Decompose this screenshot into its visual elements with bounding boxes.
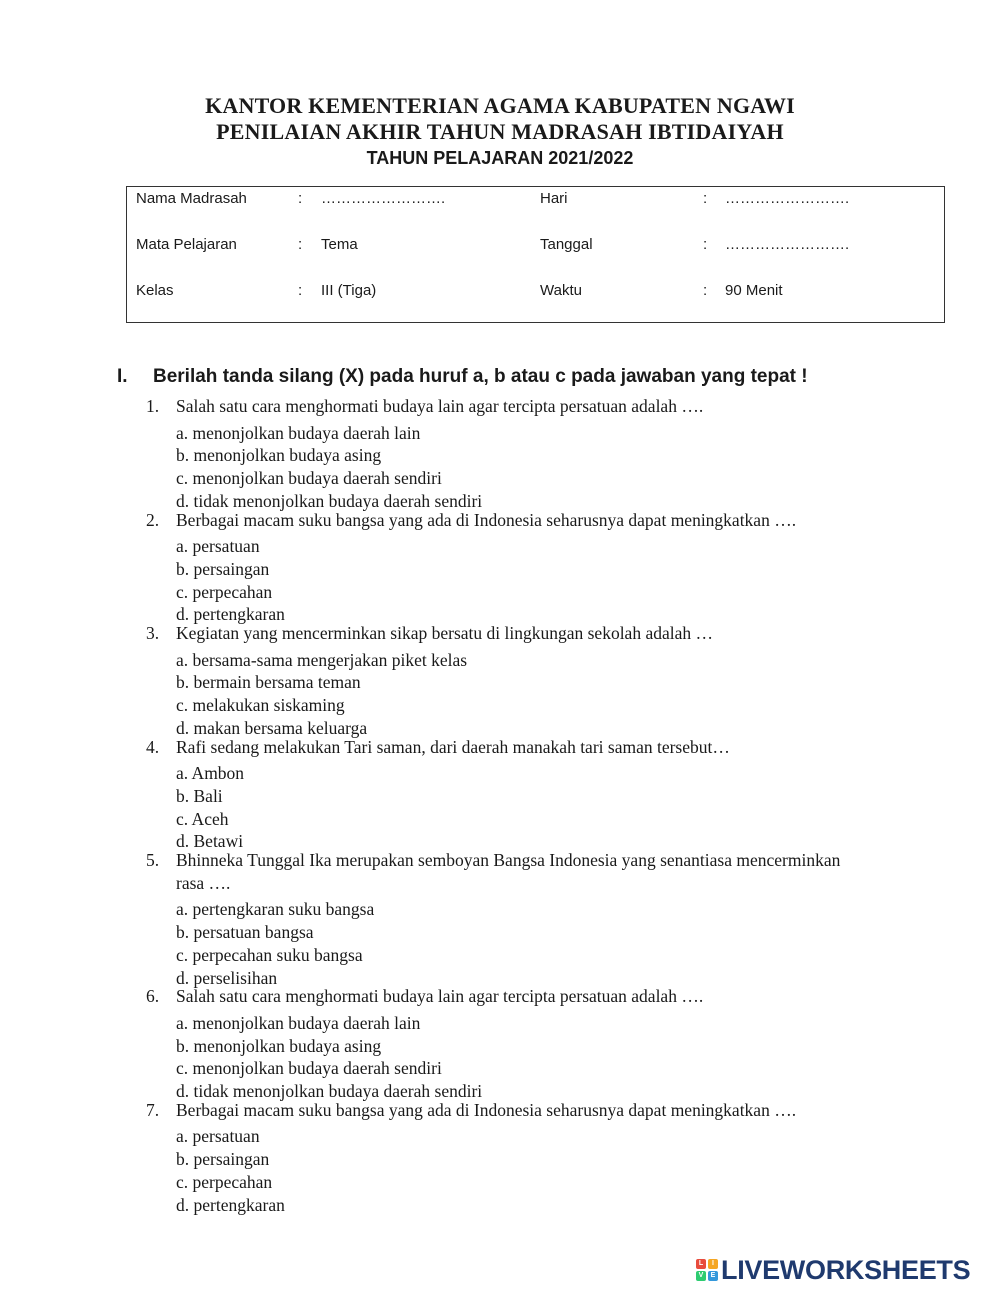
- answer-option[interactable]: b. bermain bersama teman: [176, 672, 361, 693]
- liveworksheets-logo: [696, 1254, 970, 1286]
- question-text: rasa ….: [176, 872, 231, 893]
- answer-option[interactable]: c. perpecahan: [176, 1171, 273, 1192]
- colon: :: [298, 236, 303, 253]
- logo-square: V: [696, 1271, 706, 1281]
- question-number: 4.: [146, 736, 160, 757]
- answer-option[interactable]: b. persatuan bangsa: [176, 922, 314, 943]
- value-waktu: 90 Menit: [725, 282, 783, 299]
- colon: :: [703, 190, 708, 207]
- colon: :: [703, 236, 708, 253]
- answer-option[interactable]: b. persaingan: [176, 558, 270, 579]
- info-row-mapel: [127, 236, 944, 256]
- answer-option[interactable]: a. bersama-sama mengerjakan piket kelas: [176, 649, 468, 670]
- label-tanggal: Tanggal: [540, 236, 593, 253]
- question-number: 1.: [146, 396, 160, 416]
- label-mata-pelajaran: Mata Pelajaran: [136, 236, 237, 253]
- label-kelas: Kelas: [136, 282, 174, 299]
- question-text: Kegiatan yang mencerminkan sikap bersatu di lingkungan sekolah adalah …: [176, 623, 713, 643]
- value-kelas: III (Tiga): [321, 282, 377, 299]
- answer-option[interactable]: c. perpecahan: [176, 581, 273, 602]
- question-number: 7.: [146, 1099, 160, 1120]
- answer-option[interactable]: c. melakukan siskaming: [176, 695, 345, 716]
- instruction-text: Berilah tanda silang (X) pada huruf a, b atau c pada jawaban yang tepat !: [153, 366, 808, 387]
- value-nama-madrasah[interactable]: …………………….: [321, 190, 446, 207]
- answer-option[interactable]: d. pertengkaran: [176, 604, 285, 625]
- answer-option[interactable]: a. pertengkaran suku bangsa: [176, 899, 375, 920]
- answer-option[interactable]: b. menonjolkan budaya asing: [176, 445, 382, 466]
- question-text: Berbagai macam suku bangsa yang ada di Indonesia seharusnya dapat meningkatkan ….: [176, 1099, 797, 1120]
- question-text: Bhinneka Tunggal Ika merupakan semboyan Bangsa Indonesia yang senantiasa mencerminkan: [176, 850, 841, 870]
- section-number: I.: [117, 366, 128, 387]
- colon: :: [298, 190, 303, 207]
- question-text: Berbagai macam suku bangsa yang ada di Indonesia seharusnya dapat meningkatkan ….: [176, 509, 797, 530]
- label-waktu: Waktu: [540, 282, 582, 299]
- answer-option[interactable]: c. Aceh: [176, 808, 229, 829]
- logo-square: L: [696, 1259, 706, 1269]
- value-mata-pelajaran: Tema: [321, 236, 358, 253]
- answer-option[interactable]: b. menonjolkan budaya asing: [176, 1035, 382, 1056]
- answer-option[interactable]: c. perpecahan suku bangsa: [176, 944, 363, 965]
- logo-square: I: [708, 1259, 718, 1269]
- answer-option[interactable]: d. tidak menonjolkan budaya daerah sendiri: [176, 1081, 483, 1101]
- header-title-exam: PENILAIAN AKHIR TAHUN MADRASAH IBTIDAIYAH: [216, 119, 784, 144]
- label-nama-madrasah: Nama Madrasah: [136, 190, 247, 207]
- logo-square: E: [708, 1271, 718, 1281]
- answer-option[interactable]: d. makan bersama keluarga: [176, 717, 368, 738]
- question-number: 3.: [146, 623, 160, 643]
- answer-option[interactable]: a. persatuan: [176, 536, 260, 557]
- brand-name: LIVEWORKSHEETS: [721, 1254, 971, 1285]
- question-text: Salah satu cara menghormati budaya lain agar tercipta persatuan adalah ….: [176, 396, 704, 416]
- answer-option[interactable]: d. Betawi: [176, 831, 244, 852]
- answer-option[interactable]: a. menonjolkan budaya daerah lain: [176, 422, 421, 443]
- colon: :: [703, 282, 708, 299]
- value-tanggal[interactable]: …………………….: [725, 236, 850, 253]
- answer-option[interactable]: a. menonjolkan budaya daerah lain: [176, 1012, 421, 1033]
- colon: :: [298, 282, 303, 299]
- question-number: 5.: [146, 850, 160, 870]
- info-row-kelas: [127, 282, 944, 302]
- answer-option[interactable]: b. Bali: [176, 785, 223, 806]
- header-academic-year: TAHUN PELAJARAN 2021/2022: [366, 148, 634, 168]
- question-number: 2.: [146, 509, 160, 530]
- identity-box: [126, 186, 945, 323]
- question-text: Salah satu cara menghormati budaya lain agar tercipta persatuan adalah ….: [176, 986, 704, 1007]
- info-row-nama: [127, 190, 944, 210]
- header-title-office: KANTOR KEMENTERIAN AGAMA KABUPATEN NGAWI: [205, 93, 795, 118]
- answer-option[interactable]: b. persaingan: [176, 1149, 270, 1170]
- answer-option[interactable]: d. tidak menonjolkan budaya daerah sendiri: [176, 490, 483, 511]
- answer-option[interactable]: d. perselisihan: [176, 967, 278, 988]
- answer-option[interactable]: c. menonjolkan budaya daerah sendiri: [176, 1058, 442, 1079]
- value-hari[interactable]: …………………….: [725, 190, 850, 207]
- answer-option[interactable]: a. persatuan: [176, 1126, 260, 1147]
- answer-option[interactable]: c. menonjolkan budaya daerah sendiri: [176, 468, 442, 489]
- answer-option[interactable]: a. Ambon: [176, 763, 245, 784]
- question-text: Rafi sedang melakukan Tari saman, dari daerah manakah tari saman tersebut…: [176, 736, 730, 757]
- logo-mark-icon: [696, 1259, 718, 1281]
- question-number: 6.: [146, 986, 160, 1007]
- label-hari: Hari: [540, 190, 568, 207]
- answer-option[interactable]: d. pertengkaran: [176, 1194, 285, 1215]
